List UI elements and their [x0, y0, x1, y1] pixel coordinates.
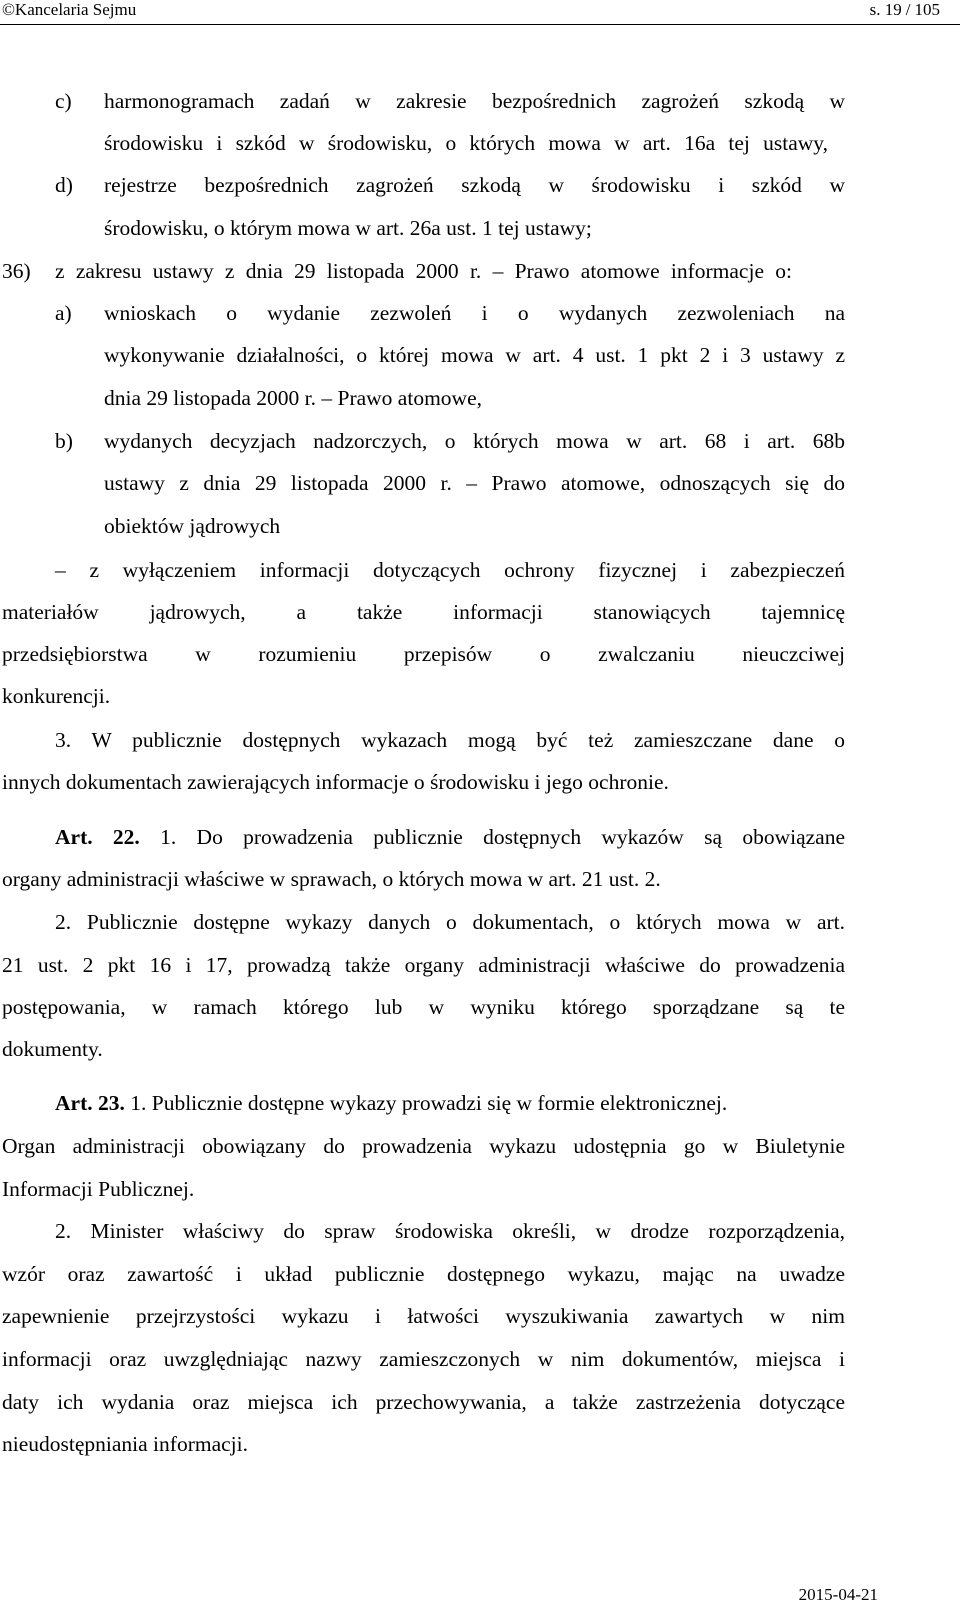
- art22-paragraph-2-line-2: 21 ust. 2 pkt 16 i 17, prowadzą także organy administracji właściwe do prowadzenia: [2, 953, 845, 977]
- art22-heading: Art. 22.: [55, 825, 140, 849]
- art23-line-1-text: 1. Publicznie dostępne wykazy prowadzi się w formie elektronicznej.: [124, 1091, 728, 1115]
- ust3-line-2: innych dokumentach zawierających informacje o środowisku i jego ochronie.: [2, 770, 669, 794]
- art23-paragraph-1-line-1: [55, 1090, 727, 1116]
- footer-date: 2015-04-21: [798, 1585, 878, 1604]
- art22-paragraph-1-line-1: [55, 824, 845, 850]
- page-current: 19: [884, 0, 902, 19]
- page-number: s. 19 / 105: [869, 0, 940, 19]
- point-label-36: 36): [2, 259, 31, 283]
- art23-paragraph-1-line-2: Organ administracji obowiązany do prowadzenia wykazu udostępnia go w Biuletynie: [2, 1134, 845, 1158]
- point-36-text: z zakresu ustawy z dnia 29 listopada 2000 r. – Prawo atomowe informacje o:: [55, 259, 792, 283]
- art23-paragraph-2-line-6: nieudostępniania informacji.: [2, 1432, 248, 1456]
- item-label-b: b): [55, 429, 73, 453]
- art23-paragraph-2-line-4: informacji oraz uwzględniając nazwy zamieszczonych w nim dokumentów, miejsca i: [2, 1347, 845, 1371]
- item-b-line-1: wydanych decyzjach nadzorczych, o których mowa w art. 68 i art. 68b: [104, 429, 845, 453]
- item-d-line-1: rejestrze bezpośrednich zagrożeń szkodą w środowisku i szkód w: [104, 173, 845, 197]
- art23-paragraph-2-line-5: daty ich wydania oraz miejsca ich przechowywania, a także zastrzeżenia dotyczące: [2, 1390, 845, 1414]
- item-c-line-1: harmonogramach zadań w zakresie bezpośrednich zagrożeń szkodą w: [104, 89, 845, 113]
- art23-heading: Art. 23.: [55, 1091, 125, 1115]
- art23-paragraph-2-line-1: 2. Minister właściwy do spraw środowiska określi, w drodze rozporządzenia,: [55, 1219, 845, 1243]
- item-c-line-2: środowisku i szkód w środowisku, o których mowa w art. 16a tej ustawy,: [104, 131, 828, 155]
- item-d-line-2: środowisku, o którym mowa w art. 26a ust. 1 tej ustawy;: [104, 216, 592, 240]
- item-a-line-3: dnia 29 listopada 2000 r. – Prawo atomowe,: [104, 386, 482, 410]
- item-b-line-3: obiektów jądrowych: [104, 514, 281, 538]
- art23-paragraph-2-line-3: zapewnienie przejrzystości wykazu i łatwości wyszukiwania zawartych w nim: [2, 1304, 845, 1328]
- exclusion-line-3: przedsiębiorstwa w rozumieniu przepisów o zwalczaniu nieuczciwej: [2, 642, 845, 666]
- exclusion-line-1: – z wyłączeniem informacji dotyczących ochrony fizycznej i zabezpieczeń: [55, 558, 845, 582]
- exclusion-line-2: materiałów jądrowych, a także informacji stanowiących tajemnicę: [2, 600, 845, 624]
- item-a-line-1: wnioskach o wydanie zezwoleń i o wydanych zezwoleniach na: [104, 301, 845, 325]
- item-label-d: d): [55, 173, 73, 197]
- art22-paragraph-1-line-2: organy administracji właściwe w sprawach, o których mowa w art. 21 ust. 2.: [2, 867, 661, 891]
- art22-paragraph-2-line-1: 2. Publicznie dostępne wykazy danych o dokumentach, o których mowa w art.: [55, 910, 845, 934]
- item-label-c: c): [55, 89, 72, 113]
- art22-paragraph-2-line-4: dokumenty.: [2, 1037, 103, 1061]
- item-a-line-2: wykonywanie działalności, o której mowa w art. 4 ust. 1 pkt 2 i 3 ustawy z: [104, 343, 845, 367]
- item-label-a: a): [55, 301, 72, 325]
- page-label: s.: [869, 0, 881, 19]
- art23-paragraph-1-line-3: Informacji Publicznej.: [2, 1177, 195, 1201]
- art22-paragraph-2-line-3: postępowania, w ramach którego lub w wyniku którego sporządzane są te: [2, 995, 845, 1019]
- item-b-line-2: ustawy z dnia 29 listopada 2000 r. – Prawo atomowe, odnoszących się do: [104, 471, 845, 495]
- art22-line-1-text: 1. Do prowadzenia publicznie dostępnych wykazów są obowiązane: [139, 825, 845, 849]
- art23-paragraph-2-line-2: wzór oraz zawartość i układ publicznie dostępnego wykazu, mając na uwadze: [2, 1262, 845, 1286]
- page-total: 105: [914, 0, 940, 19]
- ust3-line-1: 3. W publicznie dostępnych wykazach mogą być też zamieszczane dane o: [55, 728, 845, 752]
- copyright-notice: ©Kancelaria Sejmu: [2, 0, 137, 19]
- page-header: [0, 0, 960, 25]
- exclusion-line-4: konkurencji.: [2, 684, 111, 708]
